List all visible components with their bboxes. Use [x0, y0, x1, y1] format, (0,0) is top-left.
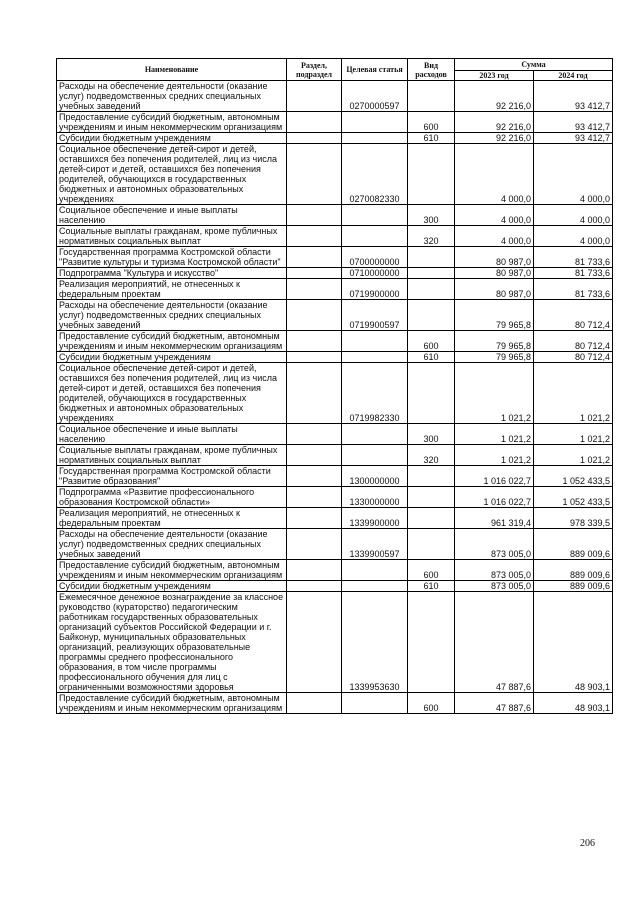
budget-table [56, 58, 613, 714]
row-section [287, 445, 342, 466]
row-sum-2024: 1 021,2 [534, 363, 613, 424]
table-row [57, 363, 613, 424]
row-name: Социальное обеспечение и иные выплаты населению [57, 205, 287, 226]
row-section [287, 560, 342, 581]
row-kind [408, 487, 455, 508]
row-sum-2024: 48 903,1 [534, 592, 613, 693]
row-section [287, 529, 342, 560]
row-sum-2023: 4 000,0 [455, 226, 534, 247]
row-sum-2023: 80 987,0 [455, 268, 534, 279]
row-sum-2024: 889 009,6 [534, 560, 613, 581]
row-section [287, 592, 342, 693]
row-name: Расходы на обеспечение деятельности (оказание услуг) подведомственных средних специальных учебных заведений [57, 300, 287, 331]
row-sum-2024: 81 733,6 [534, 247, 613, 268]
row-sum-2024: 4 000,0 [534, 205, 613, 226]
row-name: Субсидии бюджетным учреждениям [57, 352, 287, 363]
row-kind: 600 [408, 560, 455, 581]
row-sum-2024: 80 712,4 [534, 300, 613, 331]
row-sum-2023: 80 987,0 [455, 279, 534, 300]
row-target [342, 424, 408, 445]
row-name: Реализация мероприятий, не отнесенных к федеральным проектам [57, 279, 287, 300]
row-name: Социальные выплаты гражданам, кроме публичных нормативных социальных выплат [57, 226, 287, 247]
row-sum-2024: 978 339,5 [534, 508, 613, 529]
row-kind [408, 529, 455, 560]
row-kind: 320 [408, 445, 455, 466]
table-row [57, 529, 613, 560]
row-name: Расходы на обеспечение деятельности (оказание услуг) подведомственных средних специальных учебных заведений [57, 81, 287, 112]
table-row [57, 205, 613, 226]
row-section [287, 363, 342, 424]
row-target [342, 445, 408, 466]
table-row [57, 133, 613, 144]
row-sum-2023: 1 016 022,7 [455, 466, 534, 487]
row-sum-2023: 79 965,8 [455, 331, 534, 352]
row-kind: 600 [408, 331, 455, 352]
table-row [57, 560, 613, 581]
row-name: Предоставление субсидий бюджетным, автономным учреждениям и иным некоммерческим организациям [57, 112, 287, 133]
table-row [57, 445, 613, 466]
row-sum-2023: 873 005,0 [455, 529, 534, 560]
table-row [57, 247, 613, 268]
table-row [57, 279, 613, 300]
row-section [287, 581, 342, 592]
row-kind [408, 268, 455, 279]
row-sum-2023: 79 965,8 [455, 352, 534, 363]
row-kind [408, 592, 455, 693]
page-number: 206 [580, 838, 595, 849]
row-name: Расходы на обеспечение деятельности (оказание услуг) подведомственных средних специальных учебных заведений [57, 529, 287, 560]
row-target: 1330000000 [342, 487, 408, 508]
table-row [57, 352, 613, 363]
row-section [287, 133, 342, 144]
row-sum-2024: 93 412,7 [534, 81, 613, 112]
row-target [342, 560, 408, 581]
row-sum-2024: 48 903,1 [534, 693, 613, 714]
row-sum-2023: 92 216,0 [455, 81, 534, 112]
table-row [57, 226, 613, 247]
table-row [57, 144, 613, 205]
row-section [287, 331, 342, 352]
row-name: Социальное обеспечение детей-сирот и детей, оставшихся без попечения родителей, лиц из числа детей-сирот и детей, оставшихся без попечения родителей, обучающихся в государственных бюджетных и автономных образовательных учреждениях [57, 144, 287, 205]
row-target [342, 205, 408, 226]
row-sum-2024: 93 412,7 [534, 133, 613, 144]
row-sum-2023: 961 319,4 [455, 508, 534, 529]
row-target [342, 693, 408, 714]
table-row [57, 487, 613, 508]
table-row [57, 592, 613, 693]
row-section [287, 424, 342, 445]
row-kind [408, 363, 455, 424]
table-row [57, 331, 613, 352]
table-row [57, 508, 613, 529]
row-target [342, 331, 408, 352]
row-kind [408, 81, 455, 112]
row-target: 0710000000 [342, 268, 408, 279]
row-section [287, 268, 342, 279]
row-sum-2023: 1 016 022,7 [455, 487, 534, 508]
row-target: 1339900597 [342, 529, 408, 560]
row-sum-2023: 80 987,0 [455, 247, 534, 268]
table-row [57, 466, 613, 487]
row-name: Социальное обеспечение детей-сирот и детей, оставшихся без попечения родителей, лиц из числа детей-сирот и детей, оставшихся без попечения родителей, обучающихся в государственных бюджетных и автономных образовательных учреждениях [57, 363, 287, 424]
table-row [57, 112, 613, 133]
row-sum-2023: 1 021,2 [455, 363, 534, 424]
row-sum-2024: 81 733,6 [534, 268, 613, 279]
table-row [57, 268, 613, 279]
row-section [287, 112, 342, 133]
row-kind: 320 [408, 226, 455, 247]
row-sum-2024: 80 712,4 [534, 331, 613, 352]
row-sum-2023: 92 216,0 [455, 112, 534, 133]
row-target: 1339953630 [342, 592, 408, 693]
col-header-year-2024: 2024 год [534, 71, 613, 81]
row-name: Предоставление субсидий бюджетным, автономным учреждениям и иным некоммерческим организациям [57, 693, 287, 714]
row-sum-2024: 81 733,6 [534, 279, 613, 300]
row-kind [408, 247, 455, 268]
row-section [287, 487, 342, 508]
row-target: 1300000000 [342, 466, 408, 487]
row-section [287, 81, 342, 112]
row-kind [408, 508, 455, 529]
row-name: Подпрограмма «Развитие профессионального образования Костромской области» [57, 487, 287, 508]
row-kind [408, 466, 455, 487]
row-sum-2023: 47 887,6 [455, 592, 534, 693]
row-sum-2024: 1 021,2 [534, 424, 613, 445]
row-sum-2023: 4 000,0 [455, 205, 534, 226]
row-sum-2023: 1 021,2 [455, 424, 534, 445]
row-target: 0719900000 [342, 279, 408, 300]
row-target: 0270082330 [342, 144, 408, 205]
row-name: Подпрограмма "Культура и искусство" [57, 268, 287, 279]
row-sum-2023: 47 887,6 [455, 693, 534, 714]
row-kind [408, 300, 455, 331]
row-target [342, 226, 408, 247]
row-sum-2024: 4 000,0 [534, 226, 613, 247]
budget-table-page [56, 58, 612, 714]
col-header-section: Раздел, подраздел [287, 59, 342, 81]
row-name: Ежемесячное денежное вознаграждение за классное руководство (кураторство) педагогическим работникам государственных образовательных организаций субъектов Российской Федерации и г. Байконур, муниципальных образовательных организаций, реализующих образовательные программы среднего профессионального образования, в том числе программы профессионального обучения для лиц с ограниченными возможностями здоровья [57, 592, 287, 693]
row-name: Субсидии бюджетным учреждениям [57, 133, 287, 144]
table-row [57, 693, 613, 714]
row-section [287, 693, 342, 714]
table-row [57, 81, 613, 112]
row-kind: 300 [408, 424, 455, 445]
table-row [57, 581, 613, 592]
row-target [342, 581, 408, 592]
row-name: Субсидии бюджетным учреждениям [57, 581, 287, 592]
row-sum-2023: 873 005,0 [455, 560, 534, 581]
row-section [287, 205, 342, 226]
row-sum-2023: 873 005,0 [455, 581, 534, 592]
row-section [287, 144, 342, 205]
row-target: 0719900597 [342, 300, 408, 331]
row-target: 0719982330 [342, 363, 408, 424]
row-kind: 600 [408, 693, 455, 714]
col-header-name: Наименование [57, 59, 287, 81]
row-sum-2024: 80 712,4 [534, 352, 613, 363]
row-target [342, 352, 408, 363]
row-section [287, 247, 342, 268]
row-name: Социальное обеспечение и иные выплаты населению [57, 424, 287, 445]
row-target: 0270000597 [342, 81, 408, 112]
row-name: Предоставление субсидий бюджетным, автономным учреждениям и иным некоммерческим организациям [57, 560, 287, 581]
col-header-sum: Сумма [455, 59, 613, 71]
row-sum-2024: 4 000,0 [534, 144, 613, 205]
row-sum-2024: 1 052 433,5 [534, 487, 613, 508]
row-section [287, 279, 342, 300]
col-header-year-2023: 2023 год [455, 71, 534, 81]
row-kind: 610 [408, 133, 455, 144]
row-sum-2024: 93 412,7 [534, 112, 613, 133]
row-section [287, 466, 342, 487]
row-section [287, 300, 342, 331]
row-target: 1339900000 [342, 508, 408, 529]
row-name: Государственная программа Костромской области "Развитие образования" [57, 466, 287, 487]
row-sum-2024: 1 052 433,5 [534, 466, 613, 487]
row-sum-2024: 1 021,2 [534, 445, 613, 466]
row-kind [408, 144, 455, 205]
row-section [287, 508, 342, 529]
row-sum-2023: 92 216,0 [455, 133, 534, 144]
row-sum-2024: 889 009,6 [534, 581, 613, 592]
row-kind [408, 279, 455, 300]
row-target: 0700000000 [342, 247, 408, 268]
row-section [287, 226, 342, 247]
row-kind: 300 [408, 205, 455, 226]
row-name: Реализация мероприятий, не отнесенных к федеральным проектам [57, 508, 287, 529]
row-sum-2023: 4 000,0 [455, 144, 534, 205]
row-target [342, 112, 408, 133]
row-name: Государственная программа Костромской области "Развитие культуры и туризма Костромской области" [57, 247, 287, 268]
row-kind: 610 [408, 581, 455, 592]
row-sum-2024: 889 009,6 [534, 529, 613, 560]
table-row [57, 424, 613, 445]
row-sum-2023: 1 021,2 [455, 445, 534, 466]
table-row [57, 300, 613, 331]
col-header-target: Целевая статья [342, 59, 408, 81]
row-name: Социальные выплаты гражданам, кроме публичных нормативных социальных выплат [57, 445, 287, 466]
row-sum-2023: 79 965,8 [455, 300, 534, 331]
row-target [342, 133, 408, 144]
col-header-kind: Вид расходов [408, 59, 455, 81]
row-name: Предоставление субсидий бюджетным, автономным учреждениям и иным некоммерческим организациям [57, 331, 287, 352]
row-kind: 610 [408, 352, 455, 363]
row-section [287, 352, 342, 363]
row-kind: 600 [408, 112, 455, 133]
